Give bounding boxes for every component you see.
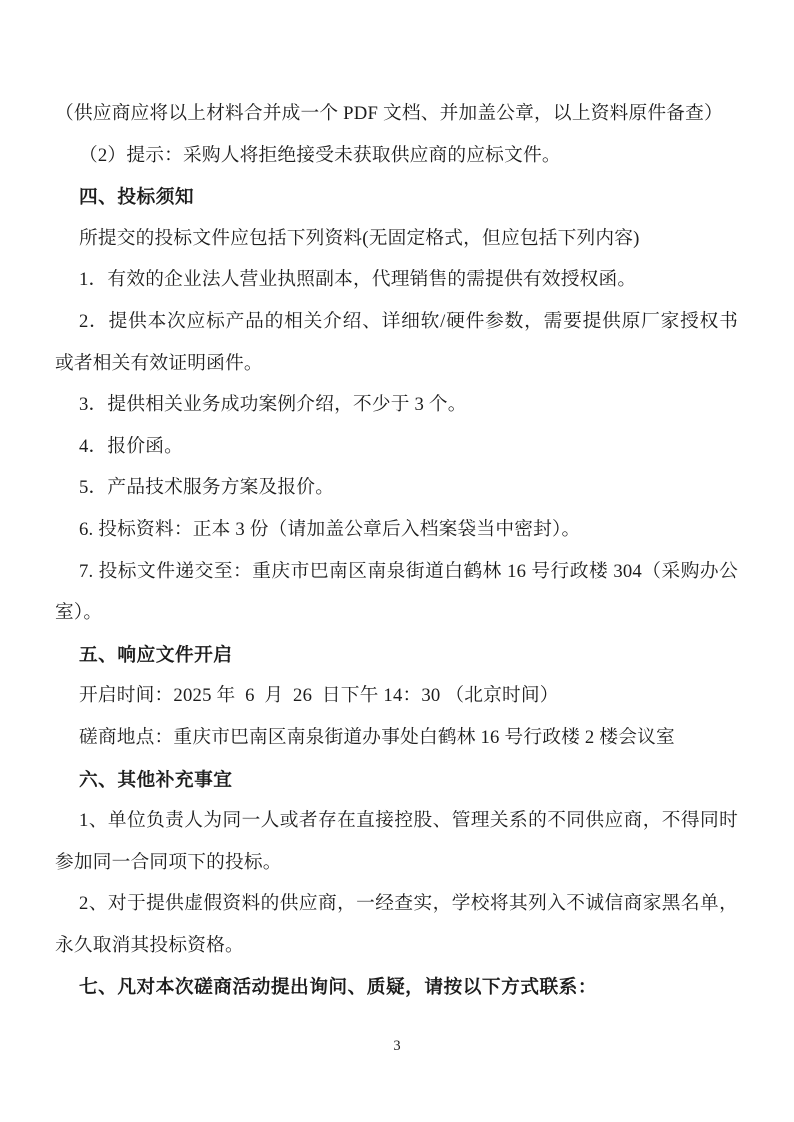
- text-line: 参加同一合同项下的投标。: [55, 851, 282, 873]
- text-line: 室）。: [55, 602, 103, 624]
- text-line: 四、投标须知: [79, 186, 195, 208]
- text-line: 3．提供相关业务成功案例介绍，不少于 3 个。: [79, 394, 467, 416]
- text-line: 1．有效的企业法人营业执照副本，代理销售的需提供有效授权函。: [79, 269, 637, 291]
- text-line: 所提交的投标文件应包括下列资料(无固定格式，但应包括下列内容): [79, 227, 640, 249]
- text-line: 开启时间：2025 年 6 月 26 日下午 14：30 （北京时间）: [79, 685, 559, 707]
- text-line: 6. 投标资料：正本 3 份（请加盖公章后入档案袋当中密封）。: [79, 518, 581, 540]
- section-heading: [55, 176, 738, 218]
- text-line: 五、响应文件开启: [79, 643, 233, 665]
- section-heading: [55, 634, 738, 676]
- text-line: 5．产品技术服务方案及报价。: [79, 477, 335, 499]
- paragraph: [55, 800, 738, 883]
- text-line: 7. 投标文件递交至：重庆市巴南区南泉街道白鹤林 16 号行政楼 304（采购办公: [79, 560, 738, 582]
- paragraph: [55, 135, 738, 177]
- text-line: 1、单位负责人为同一人或者存在直接控股、管理关系的不同供应商，不得同时: [79, 810, 738, 832]
- text-line: 4．报价函。: [79, 435, 183, 457]
- paragraph: [55, 93, 738, 135]
- paragraph: [55, 426, 738, 468]
- paragraph: [55, 467, 738, 509]
- paragraph: [55, 717, 738, 759]
- text-line: 永久取消其投标资格。: [55, 934, 244, 956]
- section-heading: [55, 759, 738, 801]
- paragraph: [55, 301, 738, 384]
- text-line: 2．提供本次应标产品的相关介绍、详细软/硬件参数，需要提供原厂家授权书: [79, 310, 738, 332]
- paragraph: [55, 259, 738, 301]
- text-line: 六、其他补充事宜: [79, 768, 233, 790]
- paragraph: [55, 551, 738, 634]
- section-heading: [55, 966, 738, 1008]
- document-body: [55, 93, 738, 1008]
- text-line: 磋商地点：重庆市巴南区南泉街道办事处白鹤林 16 号行政楼 2 楼会议室: [79, 726, 675, 748]
- text-line: 2、对于提供虚假资料的供应商，一经查实，学校将其列入不诚信商家黑名单，: [79, 893, 738, 915]
- text-line: 或者相关有效证明函件。: [55, 352, 263, 374]
- paragraph: [55, 218, 738, 260]
- paragraph: [55, 509, 738, 551]
- text-line: （供应商应将以上材料合并成一个 PDF 文档、并加盖公章，以上资料原件备查）: [55, 103, 723, 124]
- paragraph: [55, 675, 738, 717]
- text-line: （2）提示：采购人将拒绝接受未获取供应商的应标文件。: [79, 144, 561, 166]
- page-number: 3: [393, 1038, 401, 1054]
- paragraph: [55, 384, 738, 426]
- text-line: 七、凡对本次磋商活动提出询问、质疑，请按以下方式联系：: [79, 976, 598, 998]
- paragraph: [55, 883, 738, 966]
